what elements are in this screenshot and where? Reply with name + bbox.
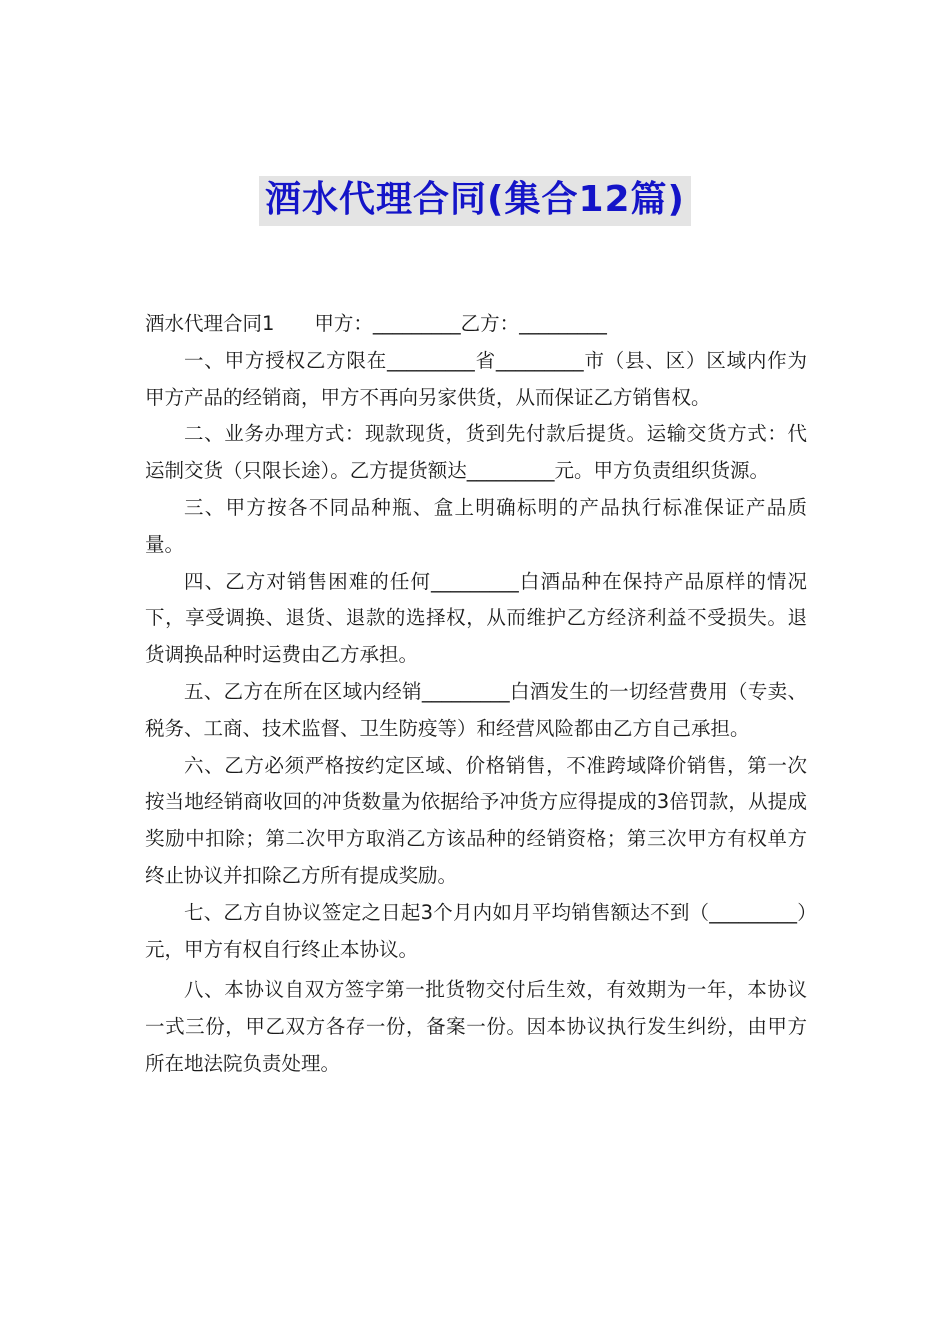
document-title: 酒水代理合同(集合12篇) [259,176,691,226]
document-body [145,306,807,1083]
title-block [0,176,950,226]
contract-header-line [145,306,807,343]
clause-8: 八、本协议自双方签字第一批货物交付后生效，有效期为一年，本协议一式三份，甲乙双方各存一份，备案一份。因本协议执行发生纠纷，由甲方所在地法院负责处理。 [145,978,807,1075]
clause-1: 一、甲方授权乙方限在_________省_________市（县、区）区域内作为甲方产品的经销商，甲方不再向另家供货，从而保证乙方销售权。 [145,348,807,409]
party-line: 甲方：_________乙方：_________ [314,312,607,335]
clause-3: 三、甲方按各不同品种瓶、盒上明确标明的产品执行标准保证产品质量。 [145,495,807,556]
clause-7: 七、乙方自协议签定之日起3个月内如月平均销售额达不到（_________）元，甲方有权自行终止本协议。 [145,900,807,961]
contract-name: 酒水代理合同1 [145,312,275,335]
clause-4: 四、乙方对销售困难的任何_________白酒品种在保持产品原样的情况下，享受调换、退货、退款的选择权，从而维护乙方经济利益不受损失。退货调换品种时运费由乙方承担。 [145,569,807,667]
clause-5: 五、乙方在所在区域内经销_________白酒发生的一切经营费用（专卖、税务、工商、技术监督、卫生防疫等）和经营风险都由乙方自己承担。 [145,679,807,740]
clause-6: 六、乙方必须严格按约定区域、价格销售，不准跨域降价销售，第一次按当地经销商收回的冲货数量为依据给予冲货方应得提成的3倍罚款，从提成奖励中扣除；第二次甲方取消乙方该品种的经销资格；第三次甲方有权单方终止协议并扣除乙方所有提成奖励。 [145,753,807,887]
clause-2: 二、业务办理方式：现款现货，货到先付款后提货。运输交货方式：代运制交货（只限长途）。乙方提货额达_________元。甲方负责组织货源。 [145,422,807,483]
